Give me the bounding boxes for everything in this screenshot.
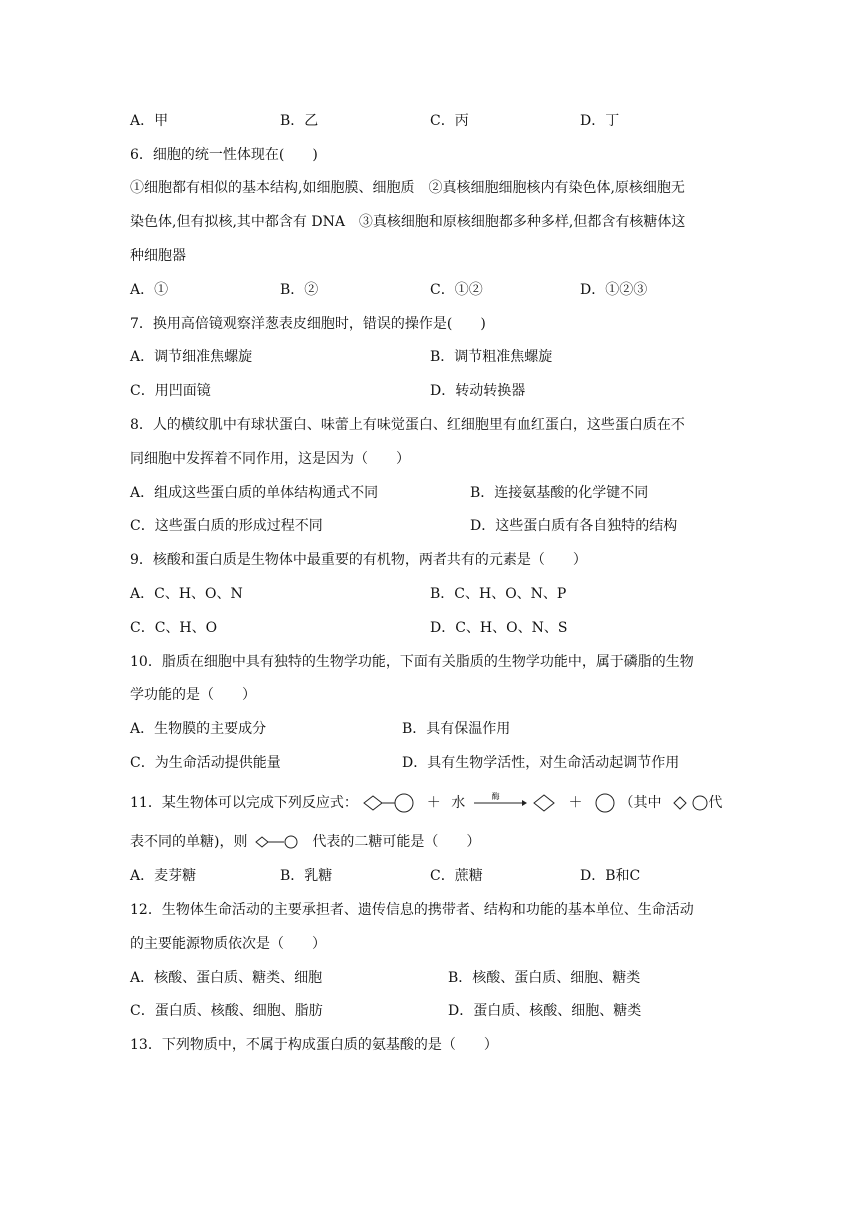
q9-stem: 9．核酸和蛋白质是生物体中最重要的有机物，两者共有的元素是（ ） <box>130 552 587 568</box>
q6-option-b: B．② <box>280 282 319 298</box>
q11-note-end: 代 <box>708 795 723 811</box>
q11-line2-text: 表不同的单糖)，则 <box>130 834 248 850</box>
q11-note: （其中 <box>619 795 662 811</box>
q9-option-b: B．C、H、O、N、P <box>430 586 567 602</box>
q9-option-a: A．C、H、O、N <box>130 586 243 602</box>
q7-option-c: C．用凹面镜 <box>130 383 211 399</box>
q10-stem-line: 10．脂质在细胞中具有独特的生物学功能，下面有关脂质的生物学功能中，属于磷脂的生物 <box>130 654 694 670</box>
q5-option-b: B．乙 <box>280 113 319 129</box>
enzyme-arrow <box>470 793 528 813</box>
q12-option-c: C．蛋白质、核酸、细胞、脂肪 <box>130 1003 323 1019</box>
q8-option-a: A．组成这些蛋白质的单体结构通式不同 <box>130 485 379 501</box>
diamond-icon <box>672 795 688 811</box>
diamond-icon <box>532 793 556 813</box>
q8-stem-line: 8．人的横纹肌中有球状蛋白、味蕾上有味觉蛋白、红细胞里有血红蛋白，这些蛋白质在不 <box>130 417 685 433</box>
q11-reaction-line <box>130 793 722 813</box>
q11-option-a: A．麦芽糖 <box>130 868 197 884</box>
q6-body-line: 染色体,但有拟核,其中都含有 DNA ③真核细胞和原核细胞都多种多样,但都含有核糖体这 <box>130 214 686 230</box>
disaccharide-icon <box>362 793 416 813</box>
q10-stem-line: 学功能的是（ ） <box>130 687 256 703</box>
circle-icon <box>595 793 615 813</box>
q11-stem: 11．某生物体可以完成下列反应式： <box>130 795 358 811</box>
q5-option-a: A．甲 <box>130 113 169 129</box>
q9-option-d: D．C、H、O、N、S <box>430 620 568 636</box>
plus-sign: ＋ <box>426 795 441 811</box>
q6-stem: 6．细胞的统一性体现在( ) <box>130 147 318 163</box>
q5-option-d: D．丁 <box>580 113 620 129</box>
q12-option-d: D．蛋白质、核酸、细胞、糖类 <box>448 1003 642 1019</box>
q7-option-a: A．调节细准焦螺旋 <box>130 349 253 365</box>
water-label: 水 <box>451 795 466 811</box>
q10-option-a: A．生物膜的主要成分 <box>130 721 267 737</box>
q8-stem-line: 同细胞中发挥着不同作用，这是因为（ ） <box>130 451 410 467</box>
q11-second-line <box>130 832 480 852</box>
circle-icon <box>692 795 708 811</box>
q13-stem: 13．下列物质中，不属于构成蛋白质的氨基酸的是（ ） <box>130 1037 498 1053</box>
q7-option-d: D．转动转换器 <box>430 383 526 399</box>
q11-line2-text: 代表的二糖可能是（ ） <box>312 834 481 850</box>
q7-stem: 7．换用高倍镜观察洋葱表皮细胞时，错误的操作是( ) <box>130 316 486 332</box>
q11-option-c: C．蔗糖 <box>430 868 483 884</box>
q12-option-b: B．核酸、蛋白质、细胞、糖类 <box>448 970 641 986</box>
q8-option-b: B．连接氨基酸的化学键不同 <box>470 485 649 501</box>
q9-option-c: C．C、H、O <box>130 620 218 636</box>
q11-option-d: D．B和C <box>580 868 641 884</box>
q6-option-c: C．①② <box>430 282 483 298</box>
q6-body-line: 种细胞器 <box>130 248 186 264</box>
q11-option-b: B．乳糖 <box>280 868 333 884</box>
q12-stem-line: 12．生物体生命活动的主要承担者、遗传信息的携带者、结构和功能的基本单位、生命活动 <box>130 902 694 918</box>
q8-option-c: C．这些蛋白质的形成过程不同 <box>130 518 323 534</box>
enzyme-label: 酶 <box>491 792 500 801</box>
disaccharide-icon <box>254 834 300 850</box>
q12-stem-line: 的主要能源物质依次是（ ） <box>130 936 326 952</box>
q6-option-d: D．①②③ <box>580 282 648 298</box>
plus-sign: ＋ <box>568 795 583 811</box>
q10-option-b: B．具有保温作用 <box>402 721 511 737</box>
q6-option-a: A．① <box>130 282 169 298</box>
q7-option-b: B．调节粗准焦螺旋 <box>430 349 553 365</box>
q5-option-c: C．丙 <box>430 113 469 129</box>
q10-option-c: C．为生命活动提供能量 <box>130 755 281 771</box>
q8-option-d: D．这些蛋白质有各自独特的结构 <box>470 518 678 534</box>
q10-option-d: D．具有生物学活性，对生命活动起调节作用 <box>402 755 680 771</box>
q12-option-a: A．核酸、蛋白质、糖类、细胞 <box>130 970 323 986</box>
q6-body-line: ①细胞都有相似的基本结构,如细胞膜、细胞质 ②真核细胞细胞核内有染色体,原核细胞无 <box>130 180 685 196</box>
